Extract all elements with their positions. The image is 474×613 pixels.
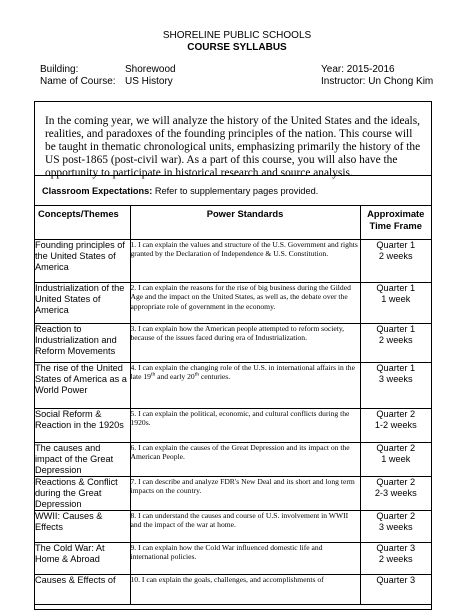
- concept-cell: Reaction to Industrialization and Reform Movements: [35, 324, 130, 363]
- timeframe-cell: [360, 543, 431, 575]
- quarter: Quarter 1: [376, 363, 416, 373]
- table-row: [35, 409, 431, 443]
- standard-cell: 9. I can explain how the Cold War influenced domestic life and international policies.: [130, 543, 360, 575]
- table-row: [35, 240, 431, 283]
- expectations-text: Refer to supplementary pages provided.: [154, 186, 319, 196]
- timeframe-cell: [360, 324, 431, 363]
- document-title: COURSE SYLLABUS: [187, 42, 287, 53]
- quarter: Quarter 1: [376, 283, 416, 293]
- duration: 2 weeks: [378, 250, 413, 261]
- building-label: Building:: [40, 64, 79, 75]
- table-row: [35, 543, 431, 575]
- building-value: Shorewood: [125, 64, 176, 75]
- table-row: [35, 477, 431, 511]
- syllabus-frame: [34, 101, 432, 610]
- standard-cell: 5. I can explain the political, economic, and cultural conflicts during the 1920s.: [130, 409, 360, 443]
- timeframe-cell: [360, 240, 431, 283]
- timeframe-cell: [360, 409, 431, 443]
- duration: 2 weeks: [378, 334, 413, 345]
- quarter: Quarter 2: [376, 511, 416, 521]
- quarter: Quarter 3: [376, 543, 416, 553]
- concept-cell: The rise of the United States of America as a World Power: [35, 363, 130, 409]
- concept-cell: Founding principles of the United States of America: [35, 240, 130, 283]
- quarter: Quarter 1: [376, 324, 416, 334]
- school-year: Year: 2015-2016: [321, 64, 395, 75]
- standard-cell: 6. I can explain the causes of the Great Depression and its impact on the American People.: [130, 443, 360, 477]
- standard-text: 4. I can explain the changing role of the U.S. in international affairs in the late 19: [130, 363, 355, 382]
- concept-cell: Reactions & Conflict during the Great Depression: [35, 477, 130, 511]
- concepts-header: Concepts/Themes: [35, 206, 130, 240]
- concept-cell: Industrialization of the United States of America: [35, 283, 130, 324]
- timeframe-cell: [360, 511, 431, 543]
- concept-cell: The Cold War: At Home & Abroad: [35, 543, 130, 575]
- standard-text: and early 20: [155, 372, 195, 382]
- standards-header: Power Standards: [130, 206, 360, 240]
- timeframe-header: Approximate Time Frame: [360, 206, 431, 240]
- quarter: Quarter 3: [376, 575, 416, 585]
- section-divider: [35, 175, 431, 176]
- timeframe-cell: [360, 283, 431, 324]
- standards-table: [35, 205, 431, 605]
- timeframe-cell: [360, 575, 431, 605]
- standard-cell: 1. I can explain the values and structure of the U.S. Government and rights granted by the Declaration of Independence & U.S. Constitution.: [130, 240, 360, 283]
- course-name-value: US History: [125, 76, 173, 87]
- table-header-row: [35, 206, 431, 240]
- table-row: [35, 283, 431, 324]
- duration: 2-3 weeks: [374, 487, 417, 498]
- duration: 2 weeks: [378, 553, 413, 564]
- instructor-name: Instructor: Un Chong Kim: [321, 76, 434, 87]
- timeframe-cell: [360, 477, 431, 511]
- standard-cell: 3. I can explain how the American people attempted to reform society, because of the issues faced during era of Industrialization.: [130, 324, 360, 363]
- standard-text: centuries.: [198, 372, 231, 382]
- concept-cell: Social Reform & Reaction in the 1920s: [35, 409, 130, 443]
- classroom-expectations: [42, 185, 318, 197]
- duration: 3 weeks: [378, 521, 413, 532]
- standard-cell: 8. I can understand the causes and course of U.S. involvement in WWII and the impact of the war at home.: [130, 511, 360, 543]
- duration: 1 week: [381, 453, 411, 464]
- table-row: [35, 575, 431, 605]
- table-row: [35, 324, 431, 363]
- quarter: Quarter 2: [376, 443, 416, 453]
- superscript: th: [194, 371, 199, 378]
- quarter: Quarter 2: [376, 477, 416, 487]
- concept-cell: The causes and impact of the Great Depression: [35, 443, 130, 477]
- quarter: Quarter 1: [376, 240, 416, 250]
- course-name-label: Name of Course:: [40, 76, 116, 87]
- expectations-label: Classroom Expectations:: [42, 186, 153, 196]
- duration: 1-2 weeks: [374, 419, 417, 430]
- table-row: [35, 511, 431, 543]
- timeframe-cell: [360, 443, 431, 477]
- standard-cell: 7. I can describe and analyze FDR's New Deal and its short and long term impacts on the country.: [130, 477, 360, 511]
- timeframe-cell: [360, 363, 431, 409]
- district-name: SHORELINE PUBLIC SCHOOLS: [162, 30, 312, 41]
- course-introduction: In the coming year, we will analyze the history of the United States and the ideals, realities, and paradoxes of the founding principles of the nation. This course will be taught in thematic chronological units, emphasizing primarily the history of the US post-1865 (post-civil war). As a part of this course, you will also have the opportunity to participate in historical research and source analysis.: [45, 115, 421, 179]
- quarter: Quarter 2: [376, 409, 416, 419]
- duration: 3 weeks: [378, 373, 413, 384]
- standard-cell: 10. I can explain the goals, challenges, and accomplishments of: [130, 575, 360, 605]
- concept-cell: WWII: Causes & Effects: [35, 511, 130, 543]
- standard-cell: 2. I can explain the reasons for the rise of big business during the Gilded Age and the impact on the United States, as well as, the debate over the appropriate role of government in the economy.: [130, 283, 360, 324]
- superscript: th: [150, 371, 156, 378]
- standard-cell: [130, 363, 360, 409]
- concept-cell: Causes & Effects of: [35, 575, 130, 605]
- table-row: [35, 363, 431, 409]
- duration: 1 week: [381, 293, 411, 304]
- table-row: [35, 443, 431, 477]
